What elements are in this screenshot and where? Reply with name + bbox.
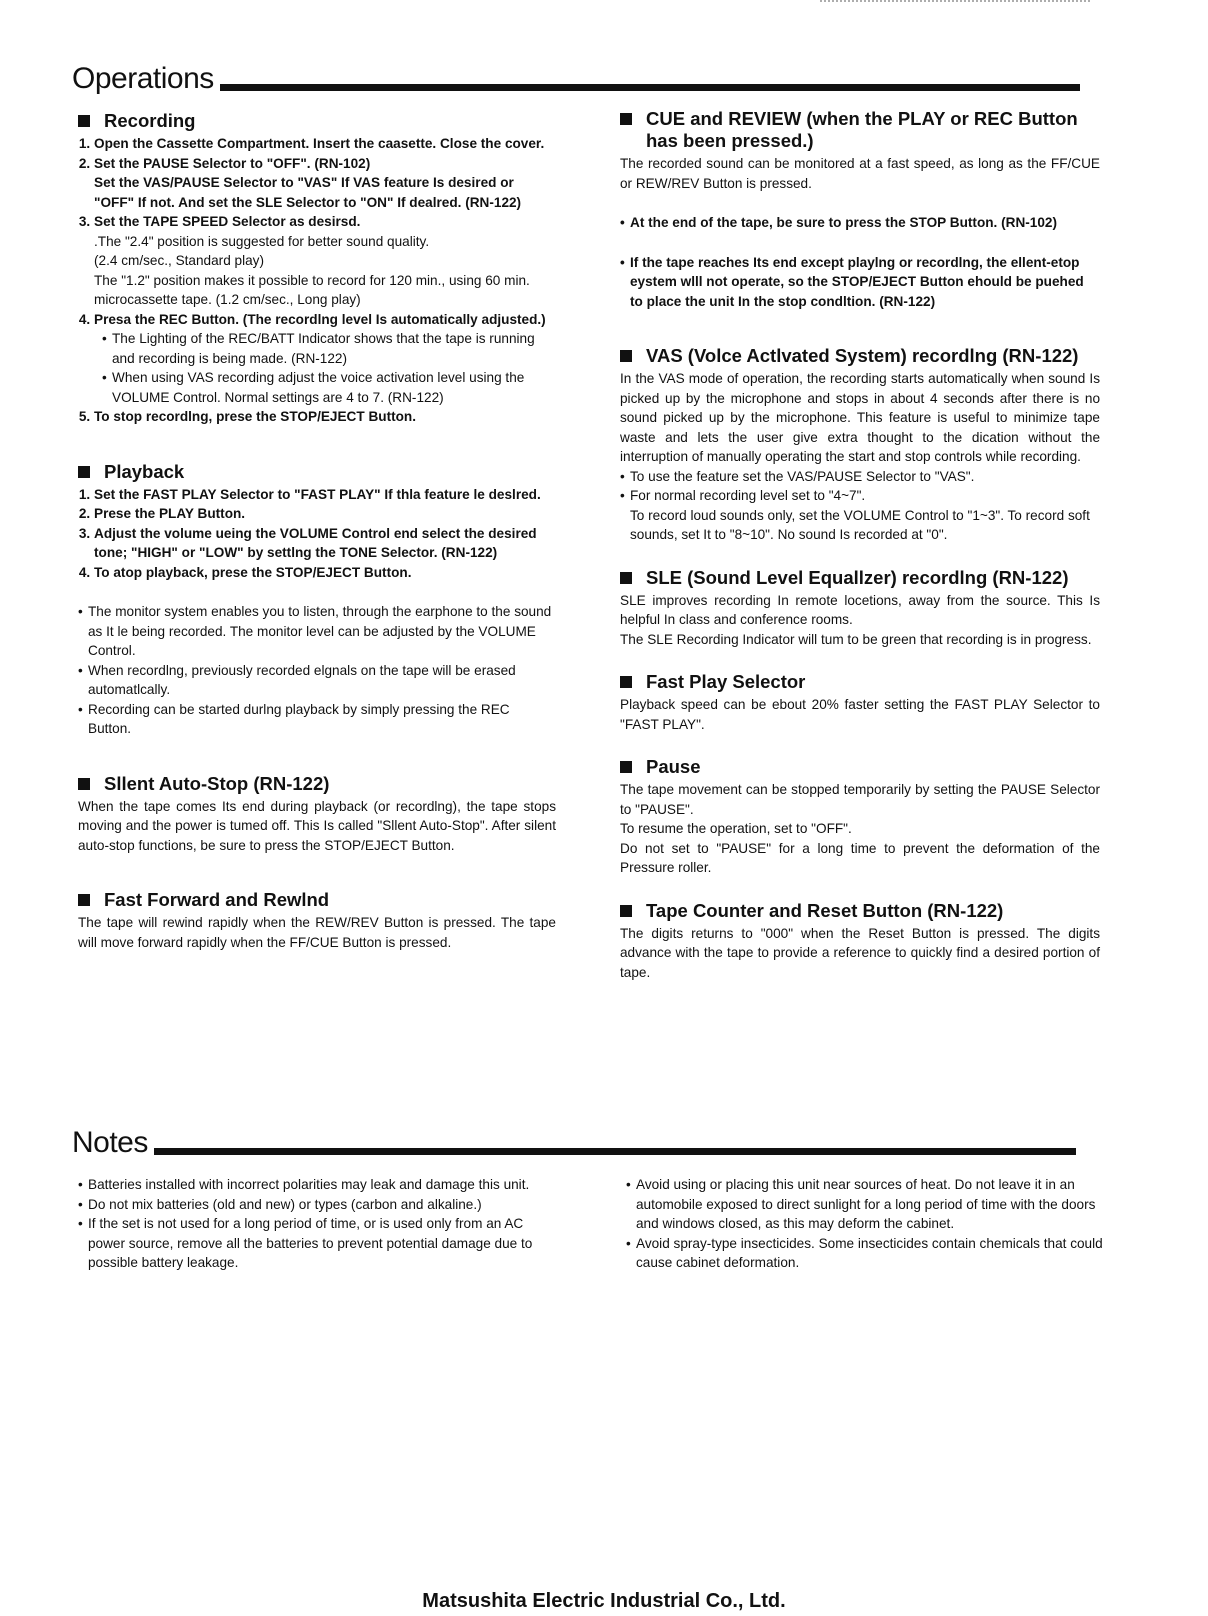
- step-text: Set the FAST PLAY Selector to "FAST PLAY" If thla feature le deslred.: [94, 486, 541, 502]
- counter-title: Tape Counter and Reset Button (RN-122): [646, 899, 1004, 921]
- fast-play-section: [620, 671, 1100, 734]
- bullet-item: • At the end of the tape, be sure to press the STOP Button. (RN-102): [620, 213, 1100, 233]
- silent-auto-stop-section: [78, 773, 556, 856]
- vas-section: [620, 345, 1100, 545]
- section-heading: [620, 756, 1100, 778]
- section-text: To resume the operation, set to "OFF".: [620, 821, 852, 836]
- bullet-item: • Recording can be started durlng playback by simply pressing the REC Button.: [78, 700, 556, 739]
- square-bullet-icon: [620, 761, 632, 773]
- playback-title: Playback: [104, 460, 185, 482]
- square-bullet-icon: [620, 113, 632, 125]
- step-notes: [94, 232, 556, 310]
- section-heading: [78, 110, 556, 132]
- tape-counter-section: [620, 900, 1100, 983]
- section-text: The tape will rewind rapidly when the REW/REV Button is pressed. The tape will move forward rapidly when the FF/CUE Button is pressed.: [78, 915, 556, 950]
- bullet-item: • The monitor system enables you to listen, through the earphone to the sound as It le being recorded. The monitor level can be adjusted by the VOLUME Control.: [78, 602, 556, 661]
- fastplay-title: Fast Play Selector: [646, 671, 806, 692]
- list-item: [94, 154, 556, 213]
- sle-section: [620, 567, 1100, 650]
- step-text: Open the Cassette Compartment. Insert the caasette. Close the cover.: [94, 136, 545, 151]
- square-bullet-icon: [78, 894, 90, 906]
- step-bullets: [94, 329, 556, 407]
- operations-left-column: [78, 110, 556, 974]
- step-text: Prese the PLAY Button.: [94, 506, 246, 521]
- section-heading: [620, 108, 1100, 152]
- section-text: The SLE Recording Indicator will tum to be green that recording is in progress.: [620, 631, 1092, 647]
- step-text: Set the PAUSE Selector to "OFF". (RN-102): [94, 155, 371, 171]
- operations-right-column: [620, 108, 1100, 1004]
- cue-title: CUE and REVIEW (when the PLAY or REC Button has been pressed.): [646, 108, 1078, 151]
- operations-header: [72, 64, 1092, 94]
- notes-title: Notes: [72, 1126, 148, 1159]
- square-bullet-icon: [620, 905, 632, 917]
- note-line: (2.4 cm/sec., Standard play): [94, 253, 264, 268]
- ffrew-title: Fast Forward and Rewlnd: [104, 889, 330, 910]
- list-item: [94, 310, 556, 408]
- step-text: Adjust the volume ueing the VOLUME Control end select the desired tone; "HIGH" or "LOW" by settlng the TONE Selector. (RN-122): [94, 525, 537, 560]
- pause-section: [620, 756, 1100, 878]
- notes-left-column: [78, 1175, 556, 1273]
- pause-title: Pause: [646, 756, 701, 777]
- step-text: To stop recordlng, prese the STOP/EJECT Button.: [94, 409, 417, 424]
- bullet-item: • When recordlng, previously recorded elgnals on the tape will be erased automatlcally.: [78, 661, 556, 700]
- list-item: [94, 212, 556, 310]
- operations-title: Operations: [72, 62, 214, 95]
- list-item: [94, 524, 556, 563]
- fast-forward-section: [78, 889, 556, 952]
- recording-title: Recording: [104, 110, 196, 131]
- sle-title: SLE (Sound Level Equallzer) recordlng (RN-122): [646, 566, 1069, 588]
- list-item: [94, 563, 556, 583]
- bullet-item: • If the set is not used for a long period of time, or is used only from an AC power source, remove all the batteries to prevent potential damage due to possible battery leakage.: [78, 1214, 556, 1273]
- list-item: [94, 134, 556, 154]
- recording-steps: [78, 134, 556, 427]
- note-line: .The "2.4" position is suggested for better sound quality.: [94, 233, 430, 249]
- list-item: [94, 485, 556, 505]
- section-heading: [78, 773, 556, 795]
- section-heading: [620, 671, 1100, 693]
- square-bullet-icon: [78, 466, 90, 478]
- list-item: [94, 407, 556, 427]
- section-heading: [78, 889, 556, 911]
- square-bullet-icon: [78, 778, 90, 790]
- section-text: When the tape comes Its end during playback (or recordlng), the tape stops moving and the power is tumed off. This Is called "Sllent Auto-Stop". After silent auto-stop functions, be sure to press the STOP/EJECT Button.: [78, 798, 556, 853]
- playback-steps: [78, 485, 556, 583]
- header-rule: [220, 84, 1080, 91]
- section-heading: [620, 900, 1100, 922]
- bullet-item: • Avoid spray-type insecticides. Some insecticides contain chemicals that could cause cabinet deformation.: [626, 1234, 1104, 1273]
- company-footer: Matsushita Electric Industrial Co., Ltd.: [422, 1590, 786, 1612]
- cue-review-section: [620, 108, 1100, 311]
- step-text: Set the TAPE SPEED Selector as desirsd.: [94, 214, 361, 229]
- bullet-item: • Batteries installed with incorrect polarities may leak and damage this unit.: [78, 1175, 556, 1195]
- step-text: To atop playback, prese the STOP/EJECT Button.: [94, 564, 412, 580]
- list-item: [94, 504, 556, 524]
- header-rule: [154, 1148, 1076, 1155]
- bullet-item: • For normal recording level set to "4~7".: [620, 486, 1100, 506]
- section-heading: [78, 461, 556, 483]
- section-heading: [620, 345, 1100, 367]
- bullet-item: • If the tape reaches Its end except playlng or recordlng, the ellent-etop eystem wlll not operate, so the STOP/EJECT Button ehould be puehed to place the unit In the stop condltion. (RN-122): [620, 253, 1100, 312]
- section-text: SLE improves recording In remote locetions, away from the source. This Is helpful In class and conference rooms.: [620, 592, 1100, 627]
- section-heading: [620, 567, 1100, 589]
- notes-right-column: [626, 1175, 1104, 1273]
- note-line: The "1.2" position makes it possible to record for 120 min., using 60 min. microcassette tape. (1.2 cm/sec., Long play): [94, 272, 530, 307]
- step-text: Set the VAS/PAUSE Selector to "VAS" If VAS feature Is desired or "OFF" If not. And set the SLE Selector to "ON" If dealred. (RN-122): [94, 175, 522, 210]
- silent-title: Sllent Auto-Stop (RN-122): [104, 772, 330, 794]
- section-text: The digits returns to "000" when the Reset Button is pressed. The digits advance with the tape to provide a reference to quickly find a desired portion of tape.: [620, 925, 1100, 980]
- notes-header: [72, 1128, 1102, 1158]
- bullet-item: • The Lighting of the REC/BATT Indicator shows that the tape is running and recording is being made. (RN-122): [94, 329, 556, 368]
- section-text: The recorded sound can be monitored at a fast speed, as long as the FF/CUE or REW/REV Button is pressed.: [620, 156, 1100, 191]
- section-text: In the VAS mode of operation, the recording starts automatically when sound Is picked up by the microphone and stops in about 4 seconds after there is no sound picked up by the microphone. This feature is useful to minimize tape waste and lets the user give extra thought to the dication without the interruption of manually operating the start and stop controls while recording.: [620, 371, 1100, 464]
- scan-artifact: [820, 0, 1090, 8]
- playback-section: [78, 461, 556, 739]
- step-text: Presa the REC Button. (The recordlng level Is automatically adjusted.): [94, 311, 546, 327]
- square-bullet-icon: [620, 572, 632, 584]
- section-text: Do not set to "PAUSE" for a long time to prevent the deformation of the Pressure roller.: [620, 840, 1100, 875]
- recording-section: [78, 110, 556, 427]
- bullet-item: • When using VAS recording adjust the voice activation level using the VOLUME Control. Normal settings are 4 to 7. (RN-122): [94, 368, 556, 407]
- note-line: To record loud sounds only, set the VOLUME Control to "1~3". To record soft sounds, set It to "8~10". No sound Is recorded at "0".: [630, 507, 1090, 542]
- bullet-item: • Avoid using or placing this unit near sources of heat. Do not leave it in an automobile exposed to direct sunlight for a long period of time with the doors and windows closed, as this may deform the cabinet.: [626, 1175, 1104, 1234]
- bullet-item: • Do not mix batteries (old and new) or types (carbon and alkaline.): [78, 1195, 556, 1215]
- section-text: Playback speed can be ebout 20% faster setting the FAST PLAY Selector to "FAST PLAY".: [620, 697, 1100, 732]
- square-bullet-icon: [620, 676, 632, 688]
- square-bullet-icon: [620, 350, 632, 362]
- square-bullet-icon: [78, 115, 90, 127]
- bullet-item: • To use the feature set the VAS/PAUSE Selector to "VAS".: [620, 467, 1100, 487]
- section-text: The tape movement can be stopped temporarily by setting the PAUSE Selector to "PAUSE".: [620, 782, 1100, 817]
- vas-title: VAS (Volce Actlvated System) recordlng (RN-122): [646, 345, 1079, 366]
